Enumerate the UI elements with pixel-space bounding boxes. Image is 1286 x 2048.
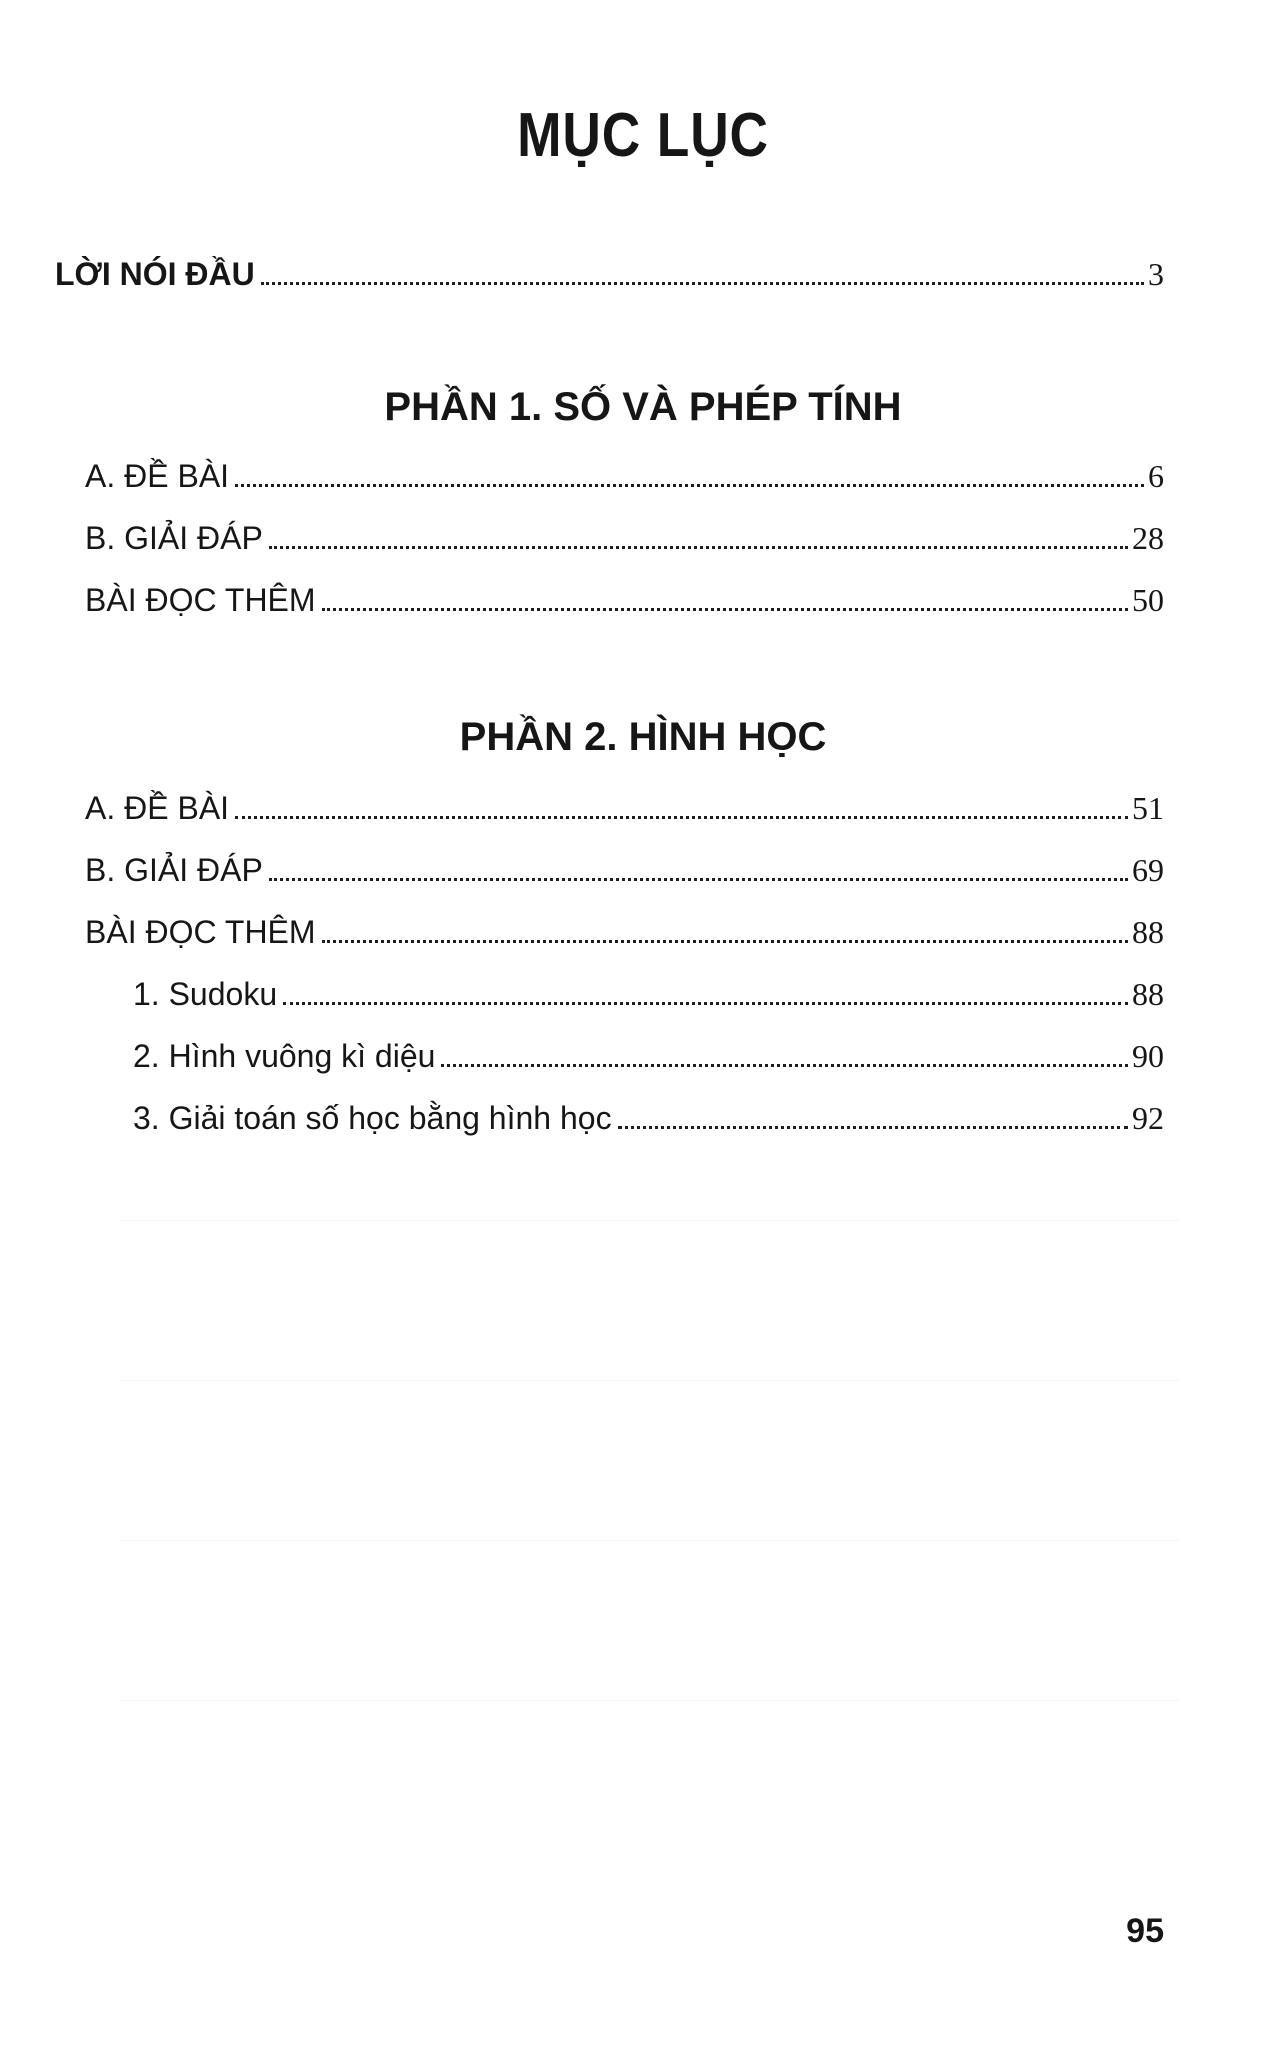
dot-leader: [441, 1063, 1128, 1067]
dot-leader: [235, 815, 1128, 819]
toc-entry-page: 6: [1148, 458, 1164, 494]
toc-entry-label: A. ĐỀ BÀI: [85, 458, 230, 494]
dot-leader: [235, 483, 1144, 487]
toc-entry-page: 51: [1132, 790, 1164, 826]
toc-entry-page: 88: [1132, 976, 1164, 1012]
toc-entry[interactable]: [85, 852, 1164, 889]
toc-entry-label: A. ĐỀ BÀI: [85, 790, 230, 826]
toc-entry-page: 69: [1132, 852, 1164, 888]
toc-entry-page: 3: [1148, 256, 1164, 292]
toc-entry[interactable]: [85, 582, 1164, 619]
toc-entry-page: 88: [1132, 914, 1164, 950]
toc-entry-page: 50: [1132, 582, 1164, 618]
toc-entry[interactable]: [85, 914, 1164, 951]
toc-entry-page: 90: [1132, 1038, 1164, 1074]
toc-entry-intro[interactable]: [55, 256, 1164, 293]
dot-leader: [269, 877, 1128, 881]
bleed-through-line: [120, 1380, 1180, 1381]
toc-entry-label: LỜI NÓI ĐẦU: [55, 256, 255, 292]
toc-entry-label: BÀI ĐỌC THÊM: [85, 914, 316, 950]
toc-subentry[interactable]: [133, 1100, 1164, 1137]
toc-entry[interactable]: [85, 458, 1164, 495]
toc-subentry[interactable]: [133, 976, 1164, 1013]
toc-entry[interactable]: [85, 790, 1164, 827]
toc-entry-label: 3. Giải toán số học bằng hình học: [133, 1100, 612, 1136]
dot-leader: [261, 281, 1144, 285]
toc-entry-page: 28: [1132, 520, 1164, 556]
toc-entry-label: B. GIẢI ĐÁP: [85, 520, 263, 556]
toc-entry-label: B. GIẢI ĐÁP: [85, 852, 263, 888]
page-number: 95: [1126, 1912, 1164, 1950]
toc-entry-label: 1. Sudoku: [133, 976, 278, 1012]
toc-entry[interactable]: [85, 520, 1164, 557]
bleed-through-line: [120, 1220, 1180, 1221]
dot-leader: [283, 1001, 1128, 1005]
dot-leader: [269, 545, 1128, 549]
toc-entry-label: 2. Hình vuông kì diệu: [133, 1038, 436, 1074]
toc-subentry[interactable]: [133, 1038, 1164, 1075]
toc-entry-label: BÀI ĐỌC THÊM: [85, 582, 316, 618]
dot-leader: [618, 1125, 1128, 1129]
dot-leader: [322, 607, 1128, 611]
toc-entry-page: 92: [1132, 1100, 1164, 1136]
dot-leader: [322, 939, 1128, 943]
part-2-heading: PHẦN 2. HÌNH HỌC: [459, 715, 827, 759]
bleed-through-line: [120, 1700, 1180, 1701]
part-1-heading: PHẦN 1. SỐ VÀ PHÉP TÍNH: [384, 385, 902, 429]
page-title: MỤC LỤC: [517, 101, 769, 170]
bleed-through-line: [120, 1540, 1180, 1541]
